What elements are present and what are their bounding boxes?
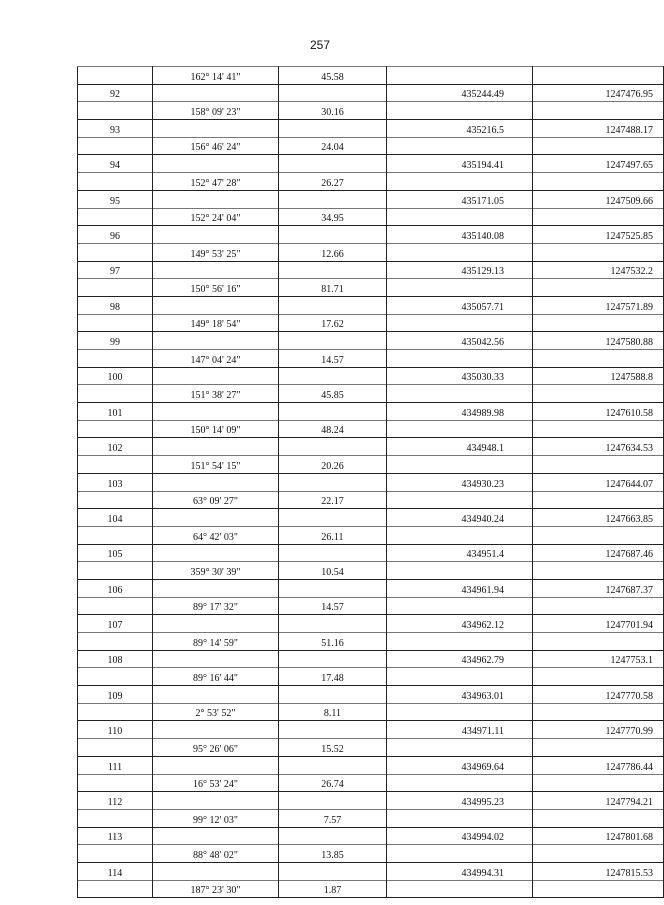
bearing-cell: 152° 24' 04" [153,208,279,226]
distance-cell [279,155,387,173]
distance-cell: 15.52 [279,739,387,757]
y-coordinate-cell: 1247687.37 [533,579,664,597]
distance-cell: 22.17 [279,491,387,509]
y-coordinate-cell [533,137,664,155]
x-coordinate-cell [387,173,533,191]
bearing-cell [153,862,279,880]
distance-cell: 30.16 [279,102,387,120]
table-row-segment [78,809,664,827]
distance-cell: 48.24 [279,420,387,438]
bearing-cell [153,509,279,527]
point-id-cell [78,880,153,898]
table-row-segment [78,597,664,615]
distance-cell: 51.16 [279,633,387,651]
point-id-cell: 103 [78,473,153,491]
bearing-cell: 95° 26' 06" [153,739,279,757]
x-coordinate-cell: 434994.31 [387,862,533,880]
table-row-point [78,544,664,562]
table-row-segment [78,668,664,686]
distance-cell: 7.57 [279,809,387,827]
bearing-cell: 63° 09' 27" [153,491,279,509]
x-coordinate-cell: 434948.1 [387,438,533,456]
bearing-cell: 158° 09' 23" [153,102,279,120]
table-row-segment [78,420,664,438]
bearing-cell: 16° 53' 24" [153,774,279,792]
x-coordinate-cell: 435194.41 [387,155,533,173]
bearing-cell [153,615,279,633]
point-id-cell [78,137,153,155]
distance-cell: 1.87 [279,880,387,898]
table-row-point [78,155,664,173]
y-coordinate-cell [533,562,664,580]
x-coordinate-cell [387,880,533,898]
table-row-point [78,261,664,279]
distance-cell [279,120,387,138]
point-id-cell [78,668,153,686]
table-row-segment [78,173,664,191]
point-id-cell [78,102,153,120]
bearing-cell [153,650,279,668]
distance-cell [279,509,387,527]
x-coordinate-cell [387,809,533,827]
distance-cell [279,332,387,350]
x-coordinate-cell [387,633,533,651]
point-id-cell: 111 [78,756,153,774]
bearing-cell: 150° 14' 09" [153,420,279,438]
distance-cell [279,261,387,279]
x-coordinate-cell [387,491,533,509]
distance-cell [279,862,387,880]
point-id-cell [78,562,153,580]
table-row-point [78,84,664,102]
bearing-cell [153,544,279,562]
point-id-cell [78,739,153,757]
table-row-point [78,756,664,774]
bearing-cell: 64° 42' 03" [153,526,279,544]
point-id-cell: 94 [78,155,153,173]
x-coordinate-cell: 434940.24 [387,509,533,527]
bearing-cell [153,473,279,491]
x-coordinate-cell: 435129.13 [387,261,533,279]
point-id-cell [78,385,153,403]
y-coordinate-cell [533,314,664,332]
point-id-cell: 102 [78,438,153,456]
y-coordinate-cell [533,845,664,863]
table-row-point [78,473,664,491]
distance-cell: 20.26 [279,456,387,474]
x-coordinate-cell [387,67,533,85]
y-coordinate-cell [533,703,664,721]
x-coordinate-cell [387,385,533,403]
y-coordinate-cell: 1247509.66 [533,190,664,208]
table-row-point [78,615,664,633]
bearing-cell [153,367,279,385]
table-row-segment [78,633,664,651]
bearing-cell: 2° 53' 52" [153,703,279,721]
table-row-segment [78,314,664,332]
x-coordinate-cell: 434969.64 [387,756,533,774]
bearing-cell: 156° 46' 24" [153,137,279,155]
point-id-cell [78,67,153,85]
bearing-cell: 99° 12' 03" [153,809,279,827]
y-coordinate-cell [533,385,664,403]
table-row-segment [78,562,664,580]
point-id-cell [78,845,153,863]
table-row-segment [78,279,664,297]
y-coordinate-cell [533,456,664,474]
bearing-cell: 88° 48' 02" [153,845,279,863]
bearing-cell: 89° 16' 44" [153,668,279,686]
x-coordinate-cell [387,279,533,297]
distance-cell: 8.11 [279,703,387,721]
x-coordinate-cell [387,845,533,863]
y-coordinate-cell: 1247801.68 [533,827,664,845]
distance-cell: 34.95 [279,208,387,226]
table-row-segment [78,526,664,544]
distance-cell [279,650,387,668]
distance-cell [279,721,387,739]
point-id-cell [78,526,153,544]
distance-cell: 14.57 [279,597,387,615]
point-id-cell: 106 [78,579,153,597]
distance-cell [279,615,387,633]
table-row-point [78,367,664,385]
bearing-cell: 147° 04' 24" [153,350,279,368]
bearing-cell [153,190,279,208]
bearing-cell [153,756,279,774]
distance-cell [279,756,387,774]
table-row-point [78,332,664,350]
table-row-segment [78,703,664,721]
table-row-point [78,721,664,739]
y-coordinate-cell [533,880,664,898]
distance-cell: 81.71 [279,279,387,297]
table-row-segment [78,137,664,155]
y-coordinate-cell: 1247786.44 [533,756,664,774]
point-id-cell [78,456,153,474]
x-coordinate-cell: 434962.79 [387,650,533,668]
y-coordinate-cell: 1247644.07 [533,473,664,491]
table-row-point [78,862,664,880]
point-id-cell: 95 [78,190,153,208]
table-row-point [78,686,664,704]
x-coordinate-cell [387,597,533,615]
y-coordinate-cell [533,67,664,85]
bearing-cell [153,792,279,810]
point-id-cell: 108 [78,650,153,668]
distance-cell [279,190,387,208]
y-coordinate-cell [533,526,664,544]
point-id-cell [78,279,153,297]
x-coordinate-cell: 435140.08 [387,226,533,244]
distance-cell [279,403,387,421]
distance-cell: 12.66 [279,243,387,261]
x-coordinate-cell: 435057.71 [387,296,533,314]
y-coordinate-cell [533,102,664,120]
x-coordinate-cell [387,208,533,226]
distance-cell: 13.85 [279,845,387,863]
x-coordinate-cell: 434995.23 [387,792,533,810]
distance-cell [279,579,387,597]
x-coordinate-cell [387,774,533,792]
y-coordinate-cell: 1247476.95 [533,84,664,102]
coordinates-table-body [78,67,664,898]
bearing-cell [153,120,279,138]
distance-cell [279,367,387,385]
x-coordinate-cell: 434951.4 [387,544,533,562]
y-coordinate-cell [533,420,664,438]
table-row-point [78,509,664,527]
y-coordinate-cell: 1247532.2 [533,261,664,279]
x-coordinate-cell: 434963.01 [387,686,533,704]
bearing-cell [153,579,279,597]
y-coordinate-cell: 1247794.21 [533,792,664,810]
point-id-cell: 105 [78,544,153,562]
bearing-cell: 151° 54' 15" [153,456,279,474]
bearing-cell [153,438,279,456]
point-id-cell: 100 [78,367,153,385]
table-row-segment [78,350,664,368]
bearing-cell: 89° 17' 32" [153,597,279,615]
x-coordinate-cell [387,526,533,544]
table-row-segment [78,102,664,120]
x-coordinate-cell [387,420,533,438]
x-coordinate-cell: 434961.94 [387,579,533,597]
table-row-point [78,827,664,845]
point-id-cell: 107 [78,615,153,633]
point-id-cell [78,350,153,368]
y-coordinate-cell [533,208,664,226]
distance-cell: 45.58 [279,67,387,85]
point-id-cell [78,633,153,651]
table-row-point [78,296,664,314]
bearing-cell [153,155,279,173]
distance-cell: 26.27 [279,173,387,191]
distance-cell [279,686,387,704]
point-id-cell: 112 [78,792,153,810]
y-coordinate-cell [533,279,664,297]
point-id-cell [78,173,153,191]
x-coordinate-cell: 435216.5 [387,120,533,138]
bearing-cell [153,84,279,102]
point-id-cell: 113 [78,827,153,845]
bearing-cell: 162° 14' 41" [153,67,279,85]
bearing-cell [153,226,279,244]
distance-cell: 17.62 [279,314,387,332]
y-coordinate-cell: 1247525.85 [533,226,664,244]
table-row-point [78,120,664,138]
bearing-cell [153,827,279,845]
bearing-cell: 187° 23' 30" [153,880,279,898]
bearing-cell: 89° 14' 59" [153,633,279,651]
bearing-cell [153,296,279,314]
distance-cell [279,473,387,491]
table-row-point [78,792,664,810]
table-row-point [78,438,664,456]
table-row-segment [78,456,664,474]
x-coordinate-cell: 435171.05 [387,190,533,208]
table-row-point [78,650,664,668]
x-coordinate-cell [387,102,533,120]
point-id-cell: 98 [78,296,153,314]
table-row-segment [78,491,664,509]
x-coordinate-cell [387,703,533,721]
y-coordinate-cell: 1247663.85 [533,509,664,527]
x-coordinate-cell: 434971.11 [387,721,533,739]
x-coordinate-cell [387,668,533,686]
y-coordinate-cell: 1247753.1 [533,650,664,668]
point-id-cell: 92 [78,84,153,102]
point-id-cell [78,774,153,792]
distance-cell: 17.48 [279,668,387,686]
x-coordinate-cell: 435244.49 [387,84,533,102]
distance-cell [279,226,387,244]
x-coordinate-cell: 434930.23 [387,473,533,491]
x-coordinate-cell [387,243,533,261]
table-row-segment [78,845,664,863]
point-id-cell: 114 [78,862,153,880]
bearing-cell [153,332,279,350]
y-coordinate-cell [533,350,664,368]
point-id-cell [78,703,153,721]
x-coordinate-cell: 435042.56 [387,332,533,350]
bearing-cell: 359° 30' 39" [153,562,279,580]
bearing-cell [153,261,279,279]
table-row-point [78,579,664,597]
bearing-cell: 152° 47' 28" [153,173,279,191]
distance-cell: 26.74 [279,774,387,792]
table-row-segment [78,880,664,898]
y-coordinate-cell: 1247701.94 [533,615,664,633]
point-id-cell [78,809,153,827]
table-row-segment [78,243,664,261]
point-id-cell [78,420,153,438]
point-id-cell: 97 [78,261,153,279]
distance-cell: 45.85 [279,385,387,403]
distance-cell [279,827,387,845]
distance-cell: 14.57 [279,350,387,368]
x-coordinate-cell [387,562,533,580]
bearing-cell: 149° 18' 54" [153,314,279,332]
table-row-segment [78,739,664,757]
table-row-point [78,190,664,208]
coordinates-table [77,66,664,898]
bearing-cell [153,403,279,421]
x-coordinate-cell [387,456,533,474]
point-id-cell: 96 [78,226,153,244]
y-coordinate-cell: 1247497.65 [533,155,664,173]
y-coordinate-cell [533,668,664,686]
distance-cell [279,544,387,562]
y-coordinate-cell: 1247687.46 [533,544,664,562]
point-id-cell [78,314,153,332]
point-id-cell [78,243,153,261]
point-id-cell: 104 [78,509,153,527]
y-coordinate-cell: 1247571.89 [533,296,664,314]
y-coordinate-cell: 1247815.53 [533,862,664,880]
y-coordinate-cell [533,243,664,261]
y-coordinate-cell: 1247634.53 [533,438,664,456]
table-row-segment [78,385,664,403]
bearing-cell [153,686,279,704]
x-coordinate-cell [387,314,533,332]
x-coordinate-cell [387,137,533,155]
table-row-segment [78,208,664,226]
y-coordinate-cell [533,173,664,191]
point-id-cell [78,491,153,509]
distance-cell: 10.54 [279,562,387,580]
y-coordinate-cell: 1247588.8 [533,367,664,385]
bearing-cell [153,721,279,739]
y-coordinate-cell [533,491,664,509]
distance-cell [279,792,387,810]
x-coordinate-cell: 434994.02 [387,827,533,845]
y-coordinate-cell [533,597,664,615]
page-number: 257 [309,38,331,52]
y-coordinate-cell: 1247610.58 [533,403,664,421]
distance-cell [279,296,387,314]
x-coordinate-cell: 434989.98 [387,403,533,421]
bearing-cell: 149° 53' 25" [153,243,279,261]
y-coordinate-cell: 1247580.88 [533,332,664,350]
point-id-cell: 99 [78,332,153,350]
y-coordinate-cell: 1247488.17 [533,120,664,138]
distance-cell [279,84,387,102]
y-coordinate-cell: 1247770.99 [533,721,664,739]
x-coordinate-cell [387,739,533,757]
y-coordinate-cell [533,809,664,827]
distance-cell: 24.04 [279,137,387,155]
point-id-cell: 101 [78,403,153,421]
point-id-cell [78,208,153,226]
y-coordinate-cell [533,739,664,757]
bearing-cell: 151° 38' 27" [153,385,279,403]
table-row-segment [78,774,664,792]
distance-cell: 26.11 [279,526,387,544]
distance-cell [279,438,387,456]
bearing-cell: 150° 56' 16" [153,279,279,297]
point-id-cell [78,597,153,615]
x-coordinate-cell: 435030.33 [387,367,533,385]
table-row-segment [78,67,664,85]
y-coordinate-cell [533,633,664,651]
point-id-cell: 109 [78,686,153,704]
x-coordinate-cell: 434962.12 [387,615,533,633]
point-id-cell: 93 [78,120,153,138]
point-id-cell: 110 [78,721,153,739]
y-coordinate-cell: 1247770.58 [533,686,664,704]
table-row-point [78,226,664,244]
table-row-point [78,403,664,421]
y-coordinate-cell [533,774,664,792]
x-coordinate-cell [387,350,533,368]
